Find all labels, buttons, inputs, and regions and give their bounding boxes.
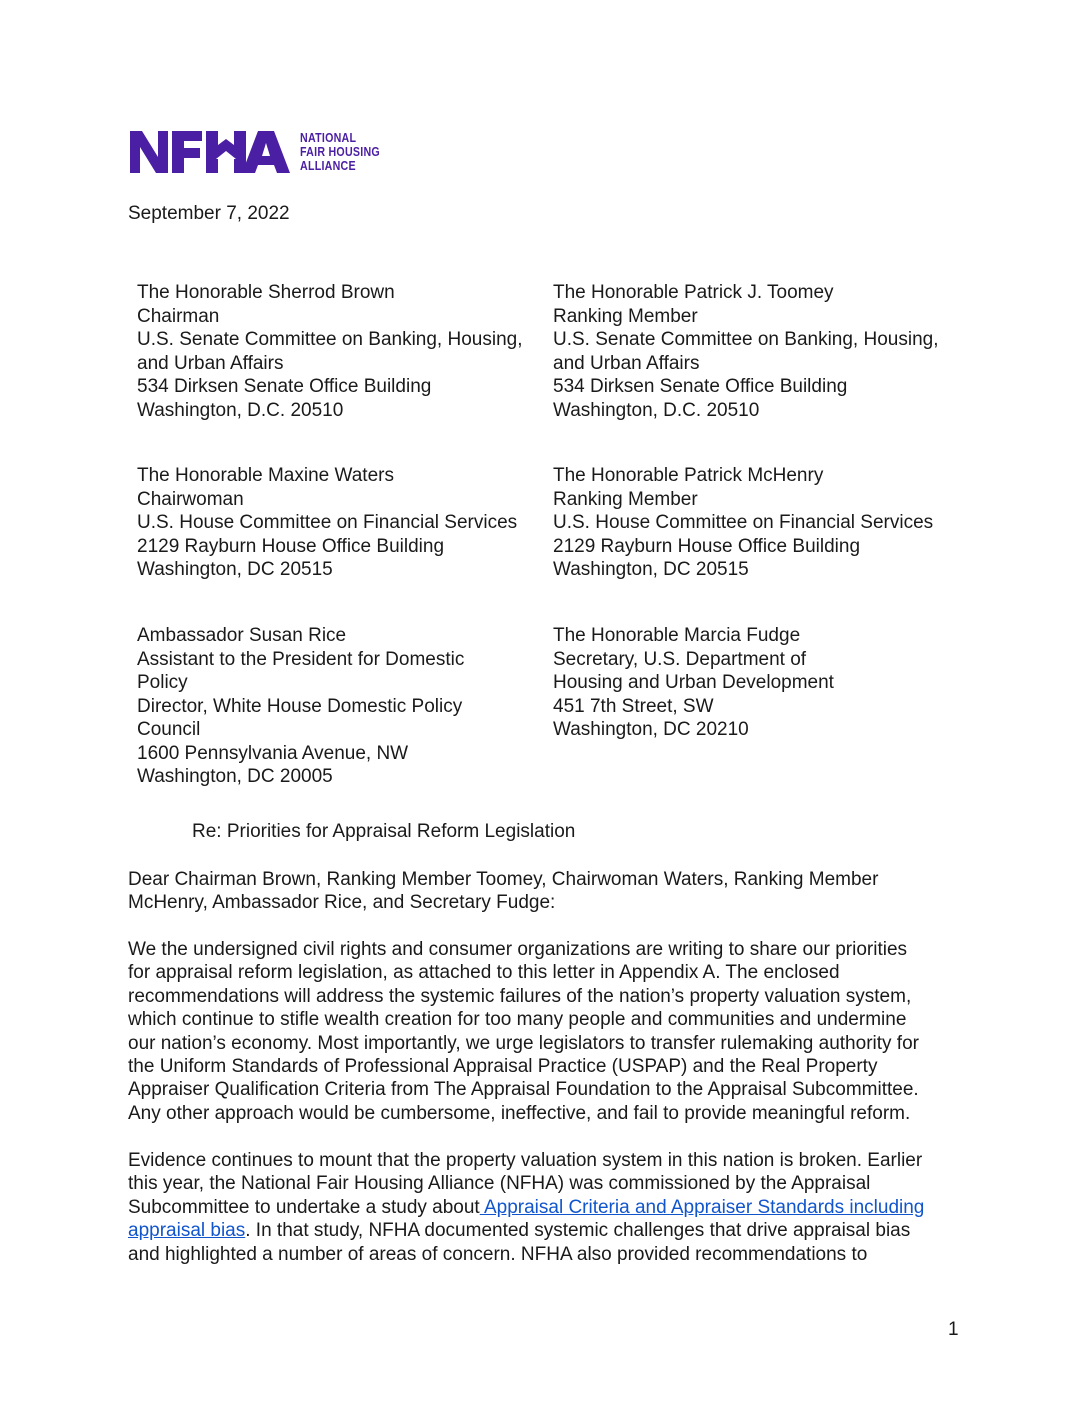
recipient-line: U.S. House Committee on Financial Services — [137, 512, 518, 533]
logo-name-line: FAIR HOUSING — [300, 144, 380, 159]
body-paragraph-1 — [128, 938, 958, 1125]
logo-name-line: NATIONAL — [300, 130, 357, 145]
salutation — [128, 868, 958, 915]
salutation-line: McHenry, Ambassador Rice, and Secretary Fudge: — [128, 892, 556, 914]
study-link-part-2[interactable]: appraisal bias — [128, 1220, 246, 1242]
paragraph-line: the Uniform Standards of Professional Appraisal Practice (USPAP) and the Real Property — [128, 1055, 878, 1077]
nfha-wordmark-icon — [128, 129, 292, 175]
recipient-block-waters — [137, 464, 517, 582]
paragraph-line: this year, the National Fair Housing Alliance (NFHA) was commissioned by the Appraisal — [128, 1173, 871, 1195]
logo-name-line: ALLIANCE — [300, 158, 356, 173]
recipient-line: Chairman — [137, 305, 220, 327]
paragraph-line: Evidence continues to mount that the property valuation system in this nation is broken. Earlier — [128, 1150, 923, 1171]
recipient-block-brown — [137, 281, 522, 422]
recipient-line: Assistant to the President for Domestic — [137, 648, 465, 670]
recipient-line: Ranking Member — [553, 488, 698, 510]
paragraph-text: . In that study, NFHA documented systemic challenges that drive appraisal bias — [245, 1220, 911, 1242]
recipient-line: U.S. Senate Committee on Banking, Housing, — [137, 329, 523, 350]
recipient-block-rice — [137, 624, 464, 789]
recipient-line: Washington, D.C. 20510 — [553, 399, 760, 421]
paragraph-line: Appraiser Qualification Criteria from The Appraisal Foundation to the Appraisal Subcommittee. — [128, 1079, 919, 1101]
recipient-line: Washington, DC 20005 — [137, 766, 333, 787]
recipient-line: Chairwoman — [137, 488, 244, 510]
subject-line: Re: Priorities for Appraisal Reform Legislation — [192, 821, 576, 842]
nfha-logo — [128, 128, 398, 176]
recipient-line: 534 Dirksen Senate Office Building — [137, 376, 432, 397]
recipient-line: 534 Dirksen Senate Office Building — [553, 376, 848, 397]
recipient-line: Ranking Member — [553, 305, 698, 327]
recipient-line: The Honorable Patrick J. Toomey — [553, 282, 834, 303]
paragraph-line — [128, 1196, 958, 1219]
salutation-line: Dear Chairman Brown, Ranking Member Toomey, Chairwoman Waters, Ranking Member — [128, 869, 879, 890]
paragraph-line — [128, 1219, 958, 1242]
paragraph-line: our nation’s economy. Most importantly, we urge legislators to transfer rulemaking authority for — [128, 1032, 919, 1054]
recipient-line: The Honorable Maxine Waters — [137, 465, 394, 486]
recipient-line: U.S. Senate Committee on Banking, Housing, — [553, 329, 939, 350]
paragraph-line: We the undersigned civil rights and consumer organizations are writing to share our priorities — [128, 939, 908, 960]
letter-date: September 7, 2022 — [128, 203, 290, 224]
paragraph-line: recommendations will address the systemic failures of the nation’s property valuation system, — [128, 985, 912, 1007]
recipient-line: Policy — [137, 672, 188, 693]
paragraph-line: for appraisal reform legislation, as attached to this letter in Appendix A. The enclosed — [128, 962, 840, 984]
recipient-block-fudge — [553, 624, 834, 742]
study-link-part-1[interactable]: Appraisal Criteria and Appraiser Standards including — [479, 1196, 925, 1218]
recipient-line: Washington, D.C. 20510 — [137, 399, 344, 421]
recipient-line: Ambassador Susan Rice — [137, 625, 347, 646]
recipient-block-toomey — [553, 281, 938, 422]
recipient-line: Housing and Urban Development — [553, 672, 834, 693]
recipient-line: U.S. House Committee on Financial Services — [553, 512, 934, 533]
recipient-block-mchenry — [553, 464, 933, 582]
recipient-line: Washington, DC 20515 — [137, 559, 333, 580]
recipient-line: Director, White House Domestic Policy — [137, 695, 463, 717]
recipient-line: The Honorable Patrick McHenry — [553, 465, 824, 486]
recipient-line: Washington, DC 20210 — [553, 719, 749, 740]
recipient-line: Council — [137, 719, 201, 740]
recipient-line: The Honorable Marcia Fudge — [553, 625, 801, 646]
recipient-line: 2129 Rayburn House Office Building — [553, 535, 861, 557]
logo-wordmark-text — [300, 131, 380, 173]
recipient-line: Secretary, U.S. Department of — [553, 648, 807, 670]
paragraph-text: Subcommittee to undertake a study about — [128, 1196, 480, 1218]
recipient-line: 2129 Rayburn House Office Building — [137, 535, 445, 557]
paragraph-line: Any other approach would be cumbersome, ineffective, and fail to provide meaningful reform. — [128, 1102, 911, 1124]
body-paragraph-2 — [128, 1149, 958, 1266]
paragraph-line: which continue to stifle wealth creation for too many people and communities and undermine — [128, 1009, 907, 1031]
recipient-line: and Urban Affairs — [553, 352, 700, 374]
paragraph-line: and highlighted a number of areas of concern. NFHA also provided recommendations to — [128, 1243, 868, 1265]
recipient-line: 451 7th Street, SW — [553, 695, 714, 717]
recipient-line: The Honorable Sherrod Brown — [137, 282, 395, 303]
page-number: 1 — [948, 1319, 959, 1340]
recipient-line: and Urban Affairs — [137, 352, 284, 374]
recipient-line: 1600 Pennsylvania Avenue, NW — [137, 742, 409, 764]
recipient-line: Washington, DC 20515 — [553, 559, 749, 580]
